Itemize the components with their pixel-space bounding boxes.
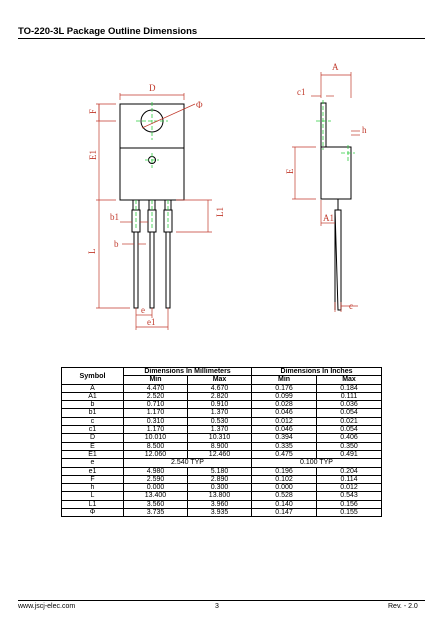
mm-max-cell: 4.670 xyxy=(188,384,252,392)
in-max-cell: 0.155 xyxy=(317,509,382,517)
mm-max-cell: 1.370 xyxy=(188,409,252,417)
in-min-cell: 0.394 xyxy=(252,434,317,442)
mm-max-cell: 2.890 xyxy=(188,475,252,483)
label-c1: c1 xyxy=(297,87,306,97)
in-max-cell: 0.054 xyxy=(317,426,382,434)
table-row xyxy=(62,509,382,517)
symbol-cell: h xyxy=(62,484,124,492)
mm-max-cell: 0.530 xyxy=(188,417,252,425)
footer-revision: Rev. - 2.0 xyxy=(388,603,418,610)
label-E1: E1 xyxy=(88,150,98,160)
symbol-cell: A1 xyxy=(62,392,124,400)
mm-typ-cell: 2.540 TYP xyxy=(124,459,252,467)
label-D: D xyxy=(149,83,156,93)
table-row xyxy=(62,426,382,434)
mm-min-cell: 2.520 xyxy=(124,392,188,400)
label-A: A xyxy=(332,62,339,72)
symbol-cell: b xyxy=(62,401,124,409)
in-typ-cell: 0.100 TYP xyxy=(252,459,382,467)
mm-max-cell: 0.910 xyxy=(188,401,252,409)
in-min-cell: 0.335 xyxy=(252,442,317,450)
in-min-cell: 0.140 xyxy=(252,500,317,508)
in-max-cell: 0.036 xyxy=(317,401,382,409)
mm-min-cell: 10.010 xyxy=(124,434,188,442)
label-e1: e1 xyxy=(147,317,156,327)
table-row xyxy=(62,475,382,483)
in-max-cell: 0.054 xyxy=(317,409,382,417)
in-max-cell: 0.543 xyxy=(317,492,382,500)
mm-max-cell: 3.935 xyxy=(188,509,252,517)
in-min-header: Min xyxy=(252,376,317,384)
mm-min-cell: 8.500 xyxy=(124,442,188,450)
table-row xyxy=(62,484,382,492)
in-min-cell: 0.099 xyxy=(252,392,317,400)
label-h: h xyxy=(362,125,367,135)
symbol-cell: e1 xyxy=(62,467,124,475)
footer-page-number: 3 xyxy=(215,603,219,610)
mm-min-cell: 2.590 xyxy=(124,475,188,483)
footer-website: www.jscj-elec.com xyxy=(18,603,76,610)
side-tab-outline xyxy=(321,103,326,147)
label-L: L xyxy=(87,248,97,254)
lead-right xyxy=(164,200,172,308)
symbol-cell: c xyxy=(62,417,124,425)
in-max-cell: 0.012 xyxy=(317,484,382,492)
in-min-cell: 0.147 xyxy=(252,509,317,517)
mm-max-cell: 2.820 xyxy=(188,392,252,400)
table-row xyxy=(62,384,382,392)
in-min-cell: 0.528 xyxy=(252,492,317,500)
mm-min-header: Min xyxy=(124,376,188,384)
inch-header: Dimensions In Inches xyxy=(252,368,382,376)
table-row xyxy=(62,392,382,400)
symbol-cell: c1 xyxy=(62,426,124,434)
in-max-cell: 0.406 xyxy=(317,434,382,442)
symbol-cell: Φ xyxy=(62,509,124,517)
mm-header: Dimensions In Millimeters xyxy=(124,368,252,376)
table-row xyxy=(62,417,382,425)
label-Phi: Φ xyxy=(196,100,203,110)
symbol-cell: L xyxy=(62,492,124,500)
symbol-cell: L1 xyxy=(62,500,124,508)
in-max-cell: 0.204 xyxy=(317,467,382,475)
symbol-cell: E xyxy=(62,442,124,450)
mm-min-cell: 3.560 xyxy=(124,500,188,508)
in-min-cell: 0.028 xyxy=(252,401,317,409)
label-e: e xyxy=(141,305,145,315)
in-min-cell: 0.046 xyxy=(252,409,317,417)
in-max-cell: 0.491 xyxy=(317,450,382,458)
in-min-cell: 0.046 xyxy=(252,426,317,434)
symbol-header: Symbol xyxy=(62,368,124,385)
mm-min-cell: 0.000 xyxy=(124,484,188,492)
label-F: F xyxy=(88,108,98,114)
symbol-cell: e xyxy=(62,459,124,467)
table-row xyxy=(62,500,382,508)
mm-max-cell: 10.310 xyxy=(188,434,252,442)
table-row xyxy=(62,401,382,409)
symbol-cell: E1 xyxy=(62,450,124,458)
dimensions-table xyxy=(61,367,382,517)
label-b: b xyxy=(114,239,119,249)
mm-max-cell: 1.370 xyxy=(188,426,252,434)
label-L1: L1 xyxy=(215,207,225,217)
in-min-cell: 0.475 xyxy=(252,450,317,458)
mm-min-cell: 13.400 xyxy=(124,492,188,500)
document-title: TO-220-3L Package Outline Dimensions xyxy=(18,26,198,37)
symbol-cell: A xyxy=(62,384,124,392)
mm-min-cell: 3.735 xyxy=(124,509,188,517)
in-min-cell: 0.012 xyxy=(252,417,317,425)
in-min-cell: 0.000 xyxy=(252,484,317,492)
mm-min-cell: 0.710 xyxy=(124,401,188,409)
in-max-cell: 0.114 xyxy=(317,475,382,483)
side-lead xyxy=(335,199,341,310)
mm-min-cell: 4.980 xyxy=(124,467,188,475)
mm-max-cell: 3.960 xyxy=(188,500,252,508)
in-min-cell: 0.196 xyxy=(252,467,317,475)
label-A1: A1 xyxy=(323,213,334,223)
mm-max-cell: 5.180 xyxy=(188,467,252,475)
in-max-cell: 0.350 xyxy=(317,442,382,450)
label-b1: b1 xyxy=(110,212,119,222)
in-max-header: Max xyxy=(317,376,382,384)
mm-min-cell: 12.060 xyxy=(124,450,188,458)
mm-max-cell: 0.300 xyxy=(188,484,252,492)
table-row xyxy=(62,467,382,475)
table-row xyxy=(62,492,382,500)
mm-min-cell: 0.310 xyxy=(124,417,188,425)
mm-max-cell: 12.460 xyxy=(188,450,252,458)
mm-min-cell: 1.170 xyxy=(124,409,188,417)
in-min-cell: 0.102 xyxy=(252,475,317,483)
lead-center xyxy=(148,200,156,308)
mm-min-cell: 4.470 xyxy=(124,384,188,392)
mm-max-cell: 13.800 xyxy=(188,492,252,500)
dimensions-table-body xyxy=(62,384,382,517)
table-row xyxy=(62,434,382,442)
in-max-cell: 0.111 xyxy=(317,392,382,400)
table-row xyxy=(62,409,382,417)
mm-max-header: Max xyxy=(188,376,252,384)
label-c: c xyxy=(349,301,353,311)
in-min-cell: 0.176 xyxy=(252,384,317,392)
in-max-cell: 0.021 xyxy=(317,417,382,425)
table-row xyxy=(62,450,382,458)
mm-min-cell: 1.170 xyxy=(124,426,188,434)
side-body-outline xyxy=(321,147,351,199)
footer-divider xyxy=(18,600,425,601)
table-row xyxy=(62,442,382,450)
label-E: E xyxy=(285,168,295,174)
mm-max-cell: 8.900 xyxy=(188,442,252,450)
table-row xyxy=(62,459,382,467)
in-max-cell: 0.156 xyxy=(317,500,382,508)
symbol-cell: F xyxy=(62,475,124,483)
in-max-cell: 0.184 xyxy=(317,384,382,392)
symbol-cell: b1 xyxy=(62,409,124,417)
lead-left xyxy=(132,200,140,308)
symbol-cell: D xyxy=(62,434,124,442)
